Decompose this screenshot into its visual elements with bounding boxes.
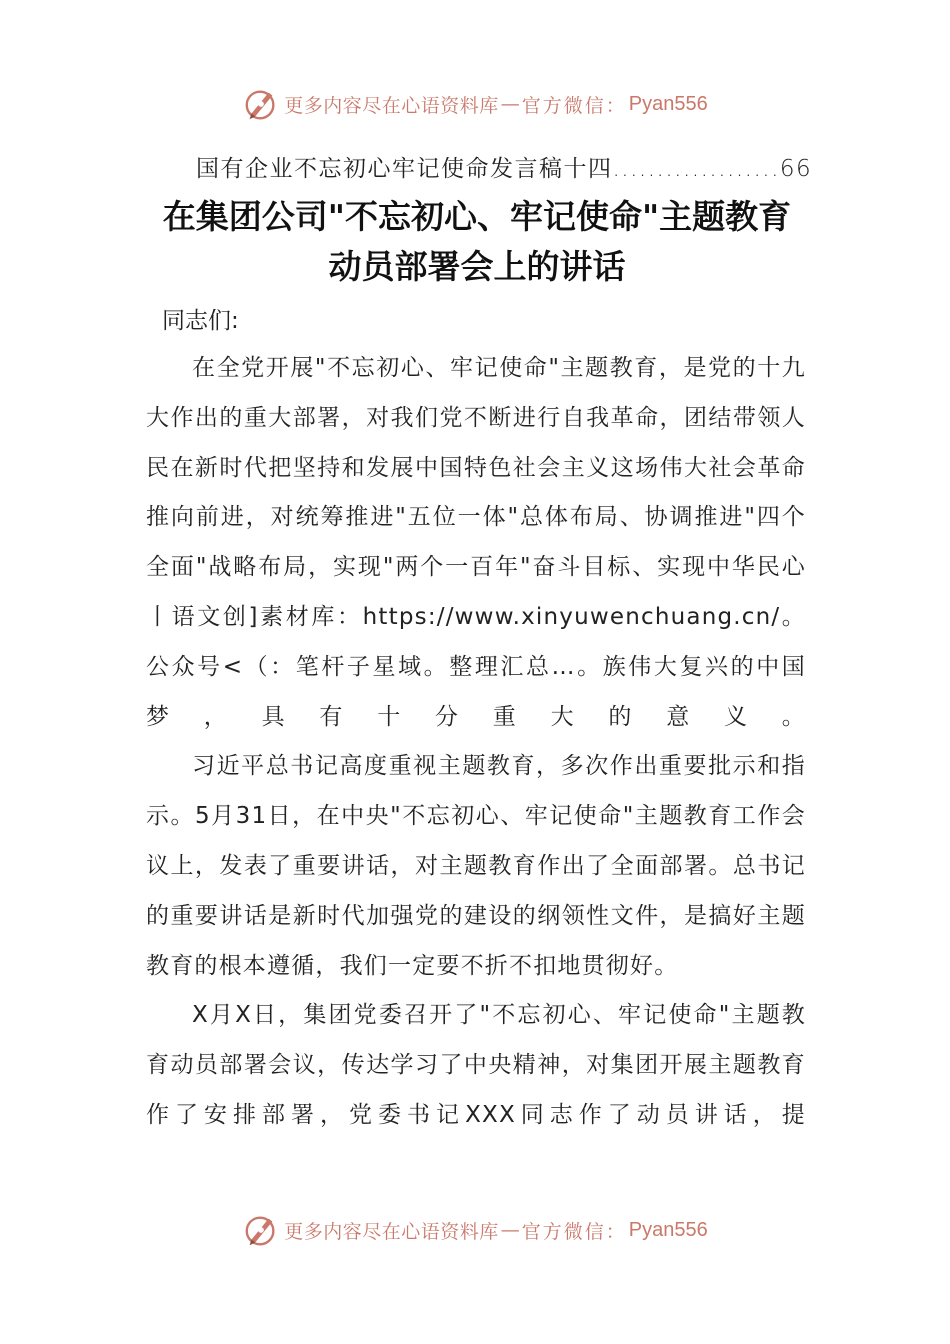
wechat-label: 官方微信： xyxy=(521,1220,627,1243)
pen-logo-icon xyxy=(242,85,280,123)
toc-entry: 国有企业不忘初心牢记使命发言稿十四...................66 xyxy=(196,156,813,182)
brand-text: 更多内容尽在心语资料库 xyxy=(284,94,499,117)
brand-dash: — xyxy=(500,93,520,115)
salutation: 同志们: xyxy=(162,308,239,334)
wechat-id: Pyan556 xyxy=(628,1218,708,1241)
brand-dash: — xyxy=(500,1219,520,1241)
wechat-label: 官方微信： xyxy=(521,94,627,117)
pen-logo-icon xyxy=(242,1211,280,1249)
document-title: 在集团公司"不忘初心、牢记使命"主题教育动员部署会上的讲话 xyxy=(162,197,792,286)
body-paragraph: 在全党开展"不忘初心、牢记使命"主题教育，是党的十九大作出的重大部署，对我们党不断进行自我革命，团结带领人民在新时代把坚持和发展中国特色社会主义这场伟大社会革命推向前进，对统筹推进"五位一体"总体布局、协调推进"四个全面"战略布局，实现"两个一百年"奋斗目标、实现中华民心丨语文创]素材库：https://www.xinyuwenchuang.cn/。公众号<（：笔杆子星域。整理汇总…。族伟大复兴的中国梦，具有十分重大的意义。 xyxy=(146,355,806,730)
header-watermark-banner xyxy=(0,82,950,126)
body-paragraph: 习近平总书记高度重视主题教育，多次作出重要批示和指示。5月31日，在中央"不忘初心、牢记使命"主题教育工作会议上，发表了重要讲话，对主题教育作出了全面部署。总书记的重要讲话是新时代加强党的建设的纲领性文件，是搞好主题教育的根本遵循，我们一定要不折不扣地贯彻好。 xyxy=(146,753,806,979)
document-body xyxy=(146,344,806,1141)
wechat-id: Pyan556 xyxy=(628,92,708,115)
body-paragraph: X月X日，集团党委召开了"不忘初心、牢记使命"主题教育动员部署会议，传达学习了中央精神，对集团开展主题教育作了安排部署，党委书记XXX同志作了动员讲话，提 xyxy=(146,1002,806,1128)
brand-text: 更多内容尽在心语资料库 xyxy=(284,1220,499,1243)
footer-watermark-banner xyxy=(0,1208,950,1252)
